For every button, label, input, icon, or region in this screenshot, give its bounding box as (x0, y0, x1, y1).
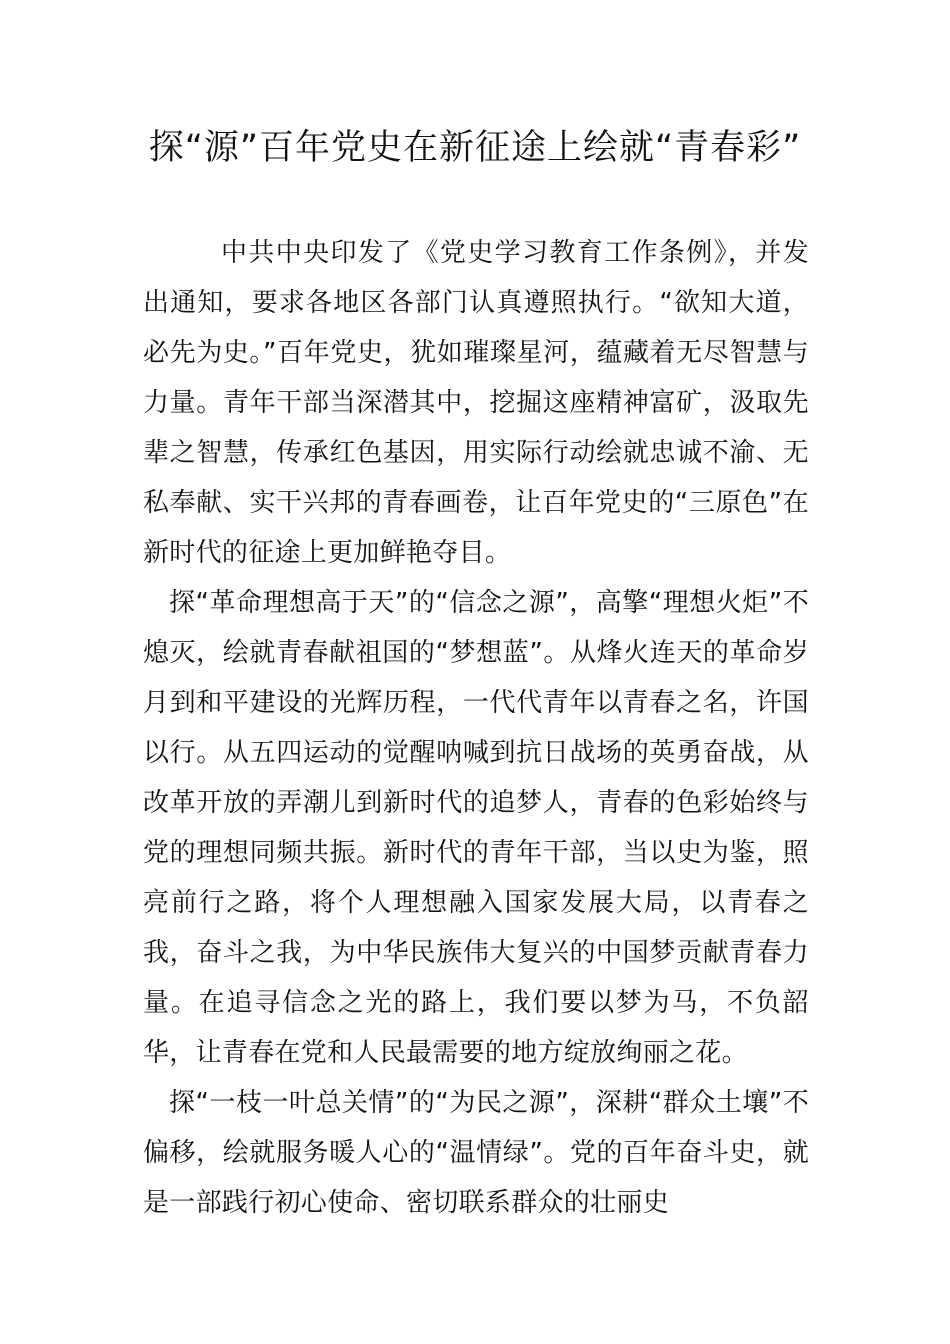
paragraph-people-source: 探“一枝一叶总关情”的“为民之源”，深耕“群众土壤”不偏移，绘就服务暖人心的“温情绿”。党的百年奋斗史，就是一部践行初心使命、密切联系群众的壮丽史 (143, 1088, 809, 1218)
paragraph-intro: 中共中央印发了《党史学习教育工作条例》，并发出通知，要求各地区各部门认真遵照执行。“欲知大道，必先为史。”百年党史，犹如璀璨星河，蕴藏着无尽智慧与力量。青年干部当深潜其中，挖掘这座精神富矿，汲取先辈之智慧，传承红色基因，用实际行动绘就忠诚不渝、无私奉献、实干兴邦的青春画卷，让百年党史的“三原色”在新时代的征途上更加鲜艳夺目。 (143, 238, 809, 568)
document-body (143, 228, 809, 1228)
paragraph-belief-source: 探“革命理想高于天”的“信念之源”，高擎“理想火炬”不熄灭，绘就青春献祖国的“梦想蓝”。从烽火连天的革命岁月到和平建设的光辉历程，一代代青年以青春之名，许国以行。从五四运动的觉醒呐喊到抗日战场的英勇奋战，从改革开放的弄潮儿到新时代的追梦人，青春的色彩始终与党的理想同频共振。新时代的青年干部，当以史为鉴，照亮前行之路，将个人理想融入国家发展大局，以青春之我，奋斗之我，为中华民族伟大复兴的中国梦贡献青春力量。在追寻信念之光的路上，我们要以梦为马，不负韶华，让青春在党和人民最需要的地方绽放绚丽之花。 (143, 588, 809, 1068)
document-title: 探“源”百年党史在新征途上绘就“青春彩” (148, 128, 802, 168)
